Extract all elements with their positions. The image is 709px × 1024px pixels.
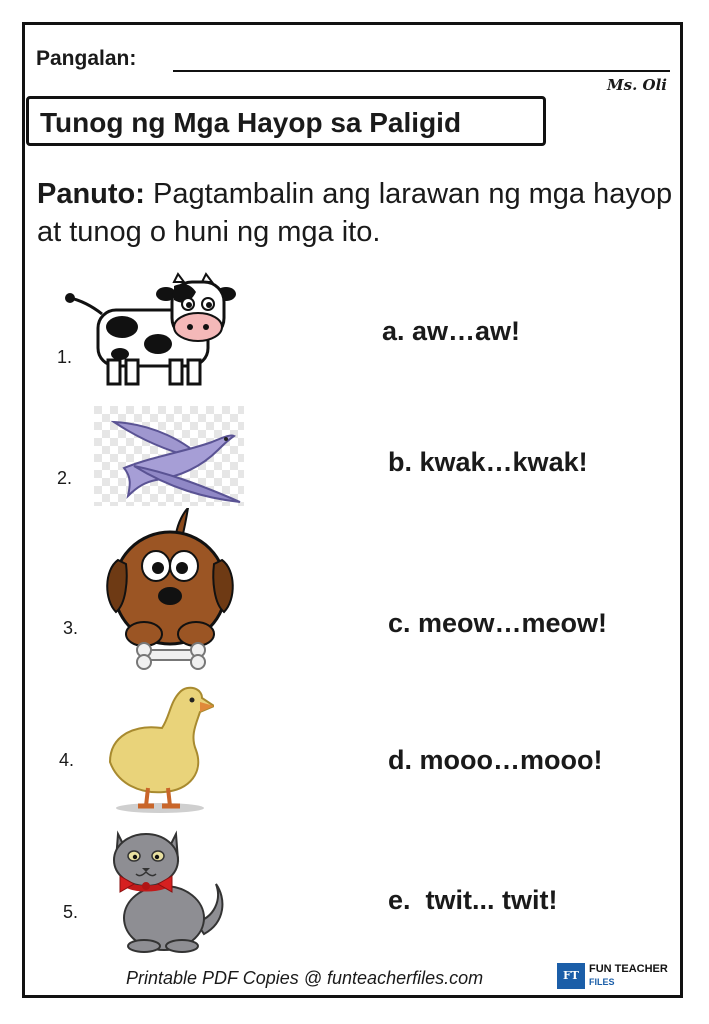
duck-image (104, 684, 214, 814)
author-signature: Ms. Oli (607, 76, 667, 94)
item-number-5: 5. (63, 902, 79, 922)
option-e: e. twit... twit! (388, 885, 558, 915)
brand-mark: FT (557, 963, 585, 989)
item-number-3: 3. (63, 618, 79, 638)
dog-image (104, 508, 236, 676)
option-b: b. kwak…kwak! (388, 447, 588, 477)
name-label: Pangalan: (36, 47, 137, 70)
option-c: c. meow…meow! (388, 608, 608, 638)
option-a: a. aw…aw! (382, 316, 521, 346)
cat-image (104, 826, 228, 954)
cow-image (62, 272, 242, 390)
bird-image (94, 406, 244, 506)
item-number-4: 4. (59, 750, 75, 770)
name-write-line (173, 70, 670, 72)
worksheet-title: Tunog ng Mga Hayop sa Paligid (40, 107, 462, 138)
brand-line-1: FUN TEACHER (589, 963, 668, 975)
instructions-text: Pagtambalin ang larawan ng mga hayop at tunog o huni ng mga ito. (37, 178, 673, 248)
option-d: d. mooo…mooo! (388, 745, 603, 775)
brand-logo (557, 960, 677, 992)
item-number-2: 2. (57, 468, 73, 488)
item-number-1: 1. (57, 347, 73, 367)
brand-line-2: FILES (589, 977, 615, 987)
footer-text: Printable PDF Copies @ funteacherfiles.com (126, 968, 484, 988)
instructions-lead: Panuto: (37, 178, 145, 210)
instructions (37, 175, 687, 251)
title-box (26, 96, 546, 146)
